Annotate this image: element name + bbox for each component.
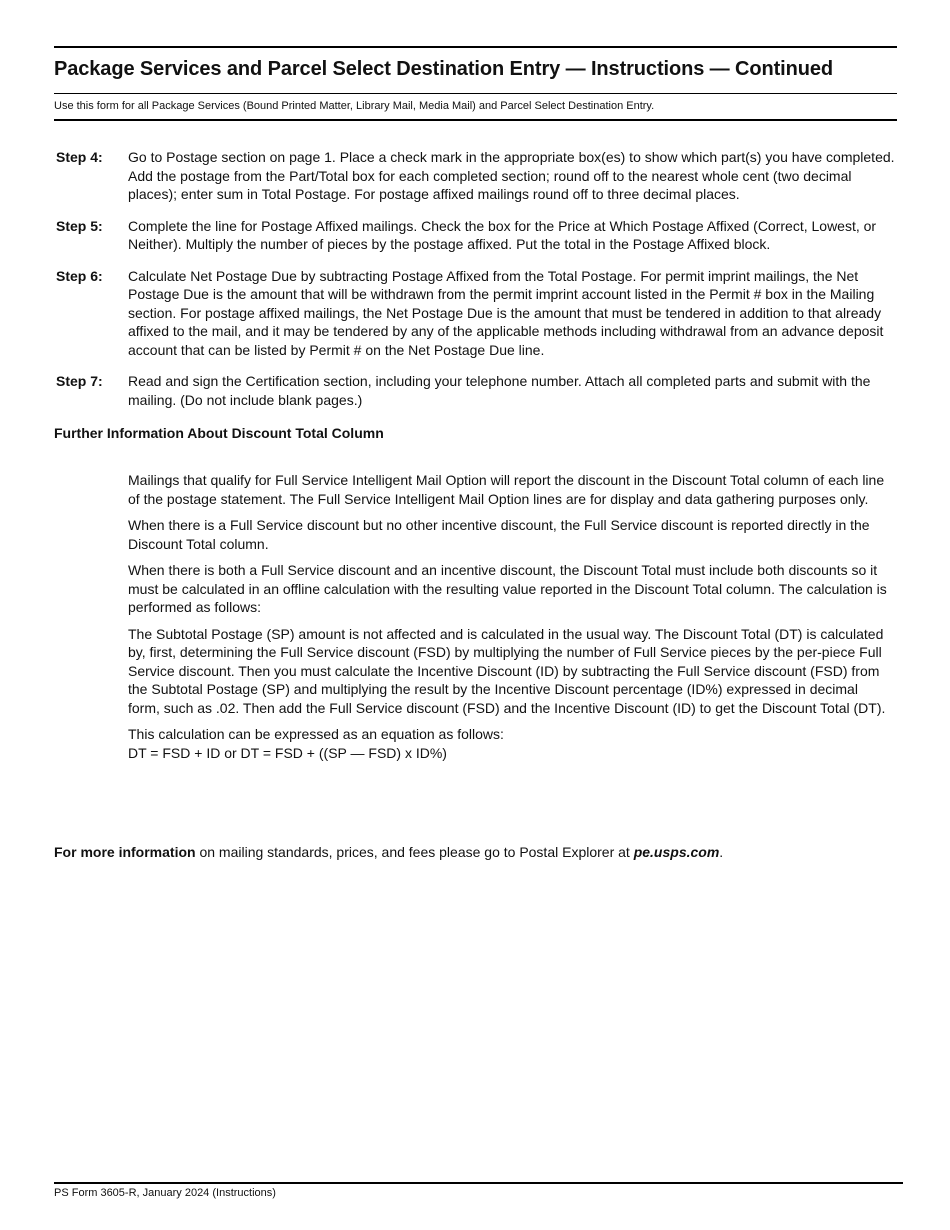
step-text: Calculate Net Postage Due by subtracting Postage Affixed from the Total Postage. For permit imprint mailings, the Net Postage Due is the amount that will be withdrawn from the permit imprint account listed in the Permit # box in the Mailing section. For postage affixed mailings, the Net Postage Due is the amount that must be tendered in addition to that already affixed to the mail, and it may be tendered by any of the applicable methods including withdrawal from an advance deposit account that can be listed by Permit # on the Net Postage Due line.: [128, 267, 884, 358]
step-label: Step 7:: [56, 373, 103, 389]
more-info-text: on mailing standards, prices, and fees please go to Postal Explorer at: [195, 844, 634, 860]
header-top-rule: [54, 46, 897, 48]
step-item: [54, 148, 897, 204]
step-label: Step 6:: [56, 267, 103, 284]
form-footer: PS Form 3605-R, January 2024 (Instructions): [54, 1187, 276, 1199]
step-text: Go to Postage section on page 1. Place a check mark in the appropriate box(es) to show which part(s) you have completed. Add the postage from the Part/Total box for each completed section; round off to the nearest whole cent (two decimal places); enter sum in Total Postage. For postage affixed mailings round off to three decimal places.: [128, 149, 895, 202]
further-paragraph: The Subtotal Postage (SP) amount is not affected and is calculated in the usual way. The Discount Total (DT) is calculated by, first, determining the Full Service discount (FSD) by multiplying the number of Full Service pieces by the per-piece Full Service discount. Then you must calculate the Incentive Discount (ID) by subtracting the Full Service discount (FSD) from the Subtotal Postage (SP) and multiplying the result by the Incentive Discount percentage (ID%) expressed in decimal form, such as .02. Then add the Full Service discount (FSD) and the Incentive Discount (ID) to get the Discount Total (DT).: [128, 625, 886, 716]
further-paragraph: When there is a Full Service discount but no other incentive discount, the Full Service discount is reported directly in the Discount Total column.: [128, 517, 870, 552]
step-label: Step 5:: [56, 217, 103, 234]
further-info-body: [128, 471, 893, 762]
step-label: Step 4:: [56, 149, 103, 165]
steps-list: [54, 148, 897, 422]
step-item: [54, 217, 897, 254]
step-item: [54, 267, 897, 360]
page-title: Package Services and Parcel Select Destination Entry — Instructions — Continued: [54, 58, 834, 80]
more-info-lead: For more information: [54, 844, 196, 860]
more-info-period: .: [719, 844, 724, 860]
further-paragraph: Mailings that qualify for Full Service Intelligent Mail Option will report the discount in the Discount Total column of each line of the postage statement. The Full Service Intelligent Mail Option lines are for display and data gathering purposes only.: [128, 472, 885, 507]
step-item: [54, 372, 897, 409]
further-info-heading: Further Information About Discount Total Column: [54, 425, 384, 441]
postal-explorer-link[interactable]: pe.usps.com: [633, 844, 720, 860]
step-text: Read and sign the Certification section, including your telephone number. Attach all completed parts and submit with the mailing. (Do not include blank pages.): [128, 373, 871, 408]
header-bottom-rule: [54, 119, 897, 121]
equation: DT = FSD + ID or DT = FSD + ((SP — FSD) x ID%): [128, 744, 447, 761]
page-subtitle: Use this form for all Package Services (Bound Printed Matter, Library Mail, Media Mail) and Parcel Select Destination Entry.: [54, 100, 655, 112]
more-info-line: [54, 844, 723, 860]
equation-intro: This calculation can be expressed as an equation as follows:: [128, 726, 504, 742]
footer-rule: [54, 1182, 903, 1184]
header-divider: [54, 93, 897, 94]
further-paragraph: When there is both a Full Service discount and an incentive discount, the Discount Total must include both discounts so it must be calculated in an offline calculation with the resulting value reported in the Discount Total column. The calculation is performed as follows:: [128, 562, 887, 615]
step-text: Complete the line for Postage Affixed mailings. Check the box for the Price at Which Postage Affixed (Correct, Lowest, or Neither). Multiply the number of pieces by the postage affixed. Put the total in the Postage Affixed block.: [128, 217, 877, 252]
